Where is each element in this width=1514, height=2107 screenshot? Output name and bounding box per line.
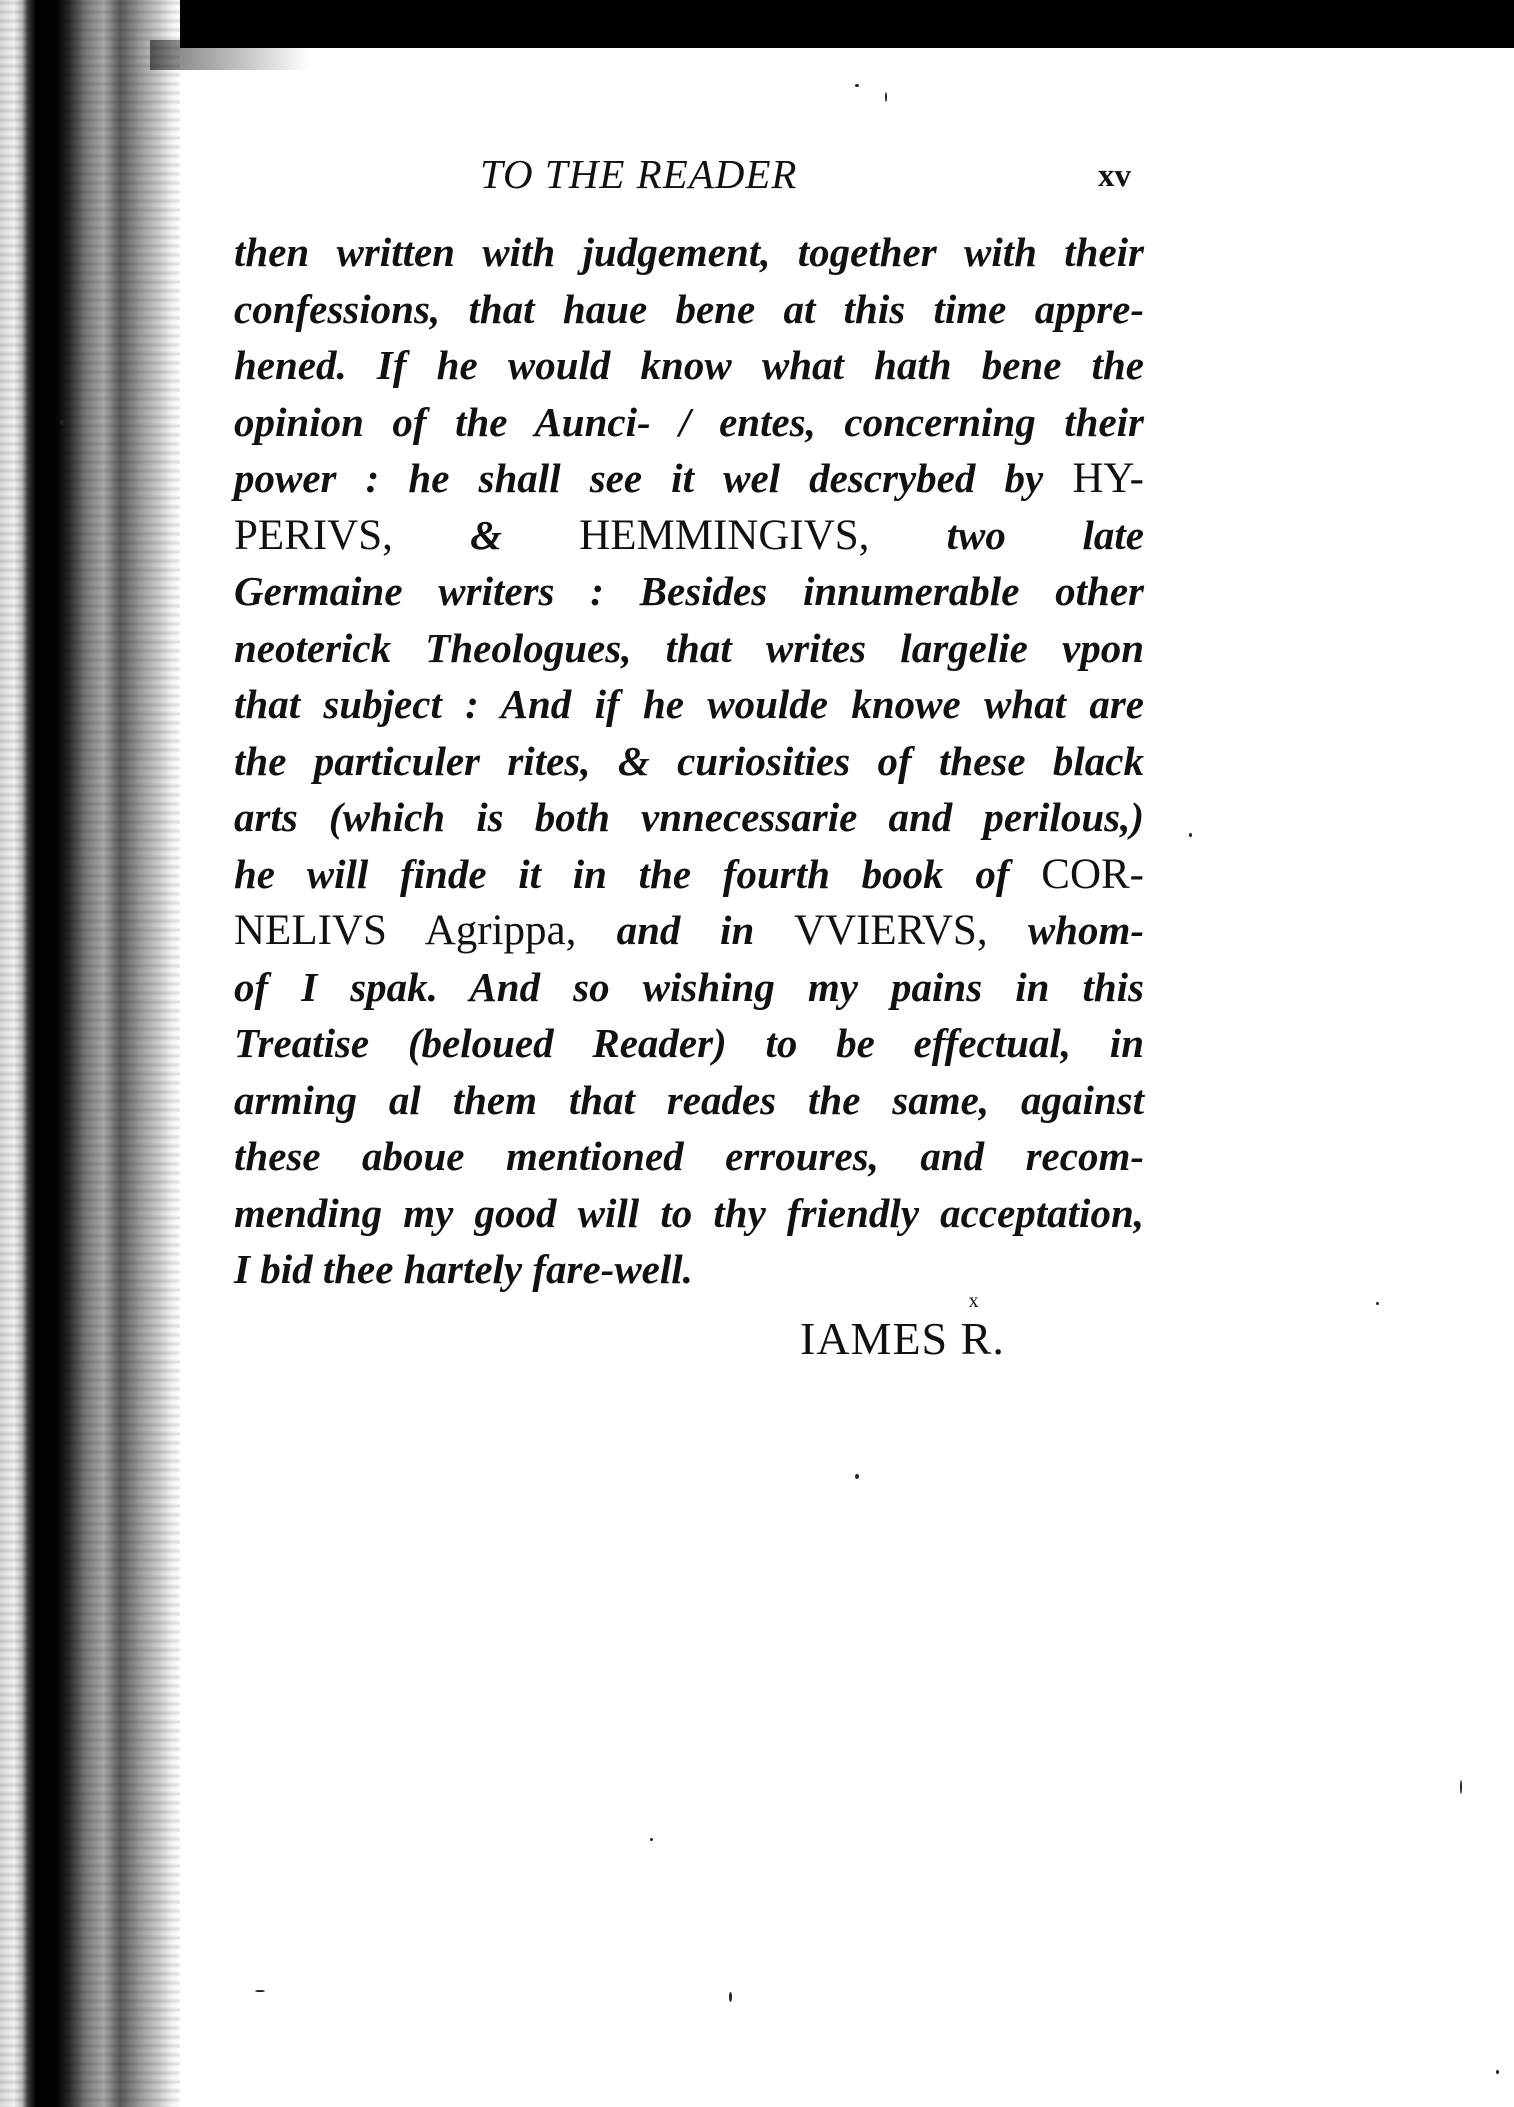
text-line (234, 224, 1144, 281)
signature-superscript: x (968, 1290, 980, 1312)
text-line (234, 1015, 1144, 1072)
text-line (234, 394, 1144, 451)
signature-name: IAMES (800, 1313, 961, 1364)
scan-speck (1496, 2070, 1499, 2074)
page-number: xv (1098, 158, 1131, 194)
text-segment: HY- (1072, 455, 1144, 502)
scan-speck (60, 420, 64, 425)
text-segment: HEMMINGIVS, (501, 511, 947, 559)
scan-speck (1376, 1302, 1379, 1305)
text-segment: arming al them that reades the same, against (234, 1076, 1144, 1123)
text-segment: opinion of the Aunci- / entes, concerning their (234, 398, 1144, 445)
text-line (234, 676, 1144, 733)
scan-speck (255, 1990, 265, 1992)
text-segment: NELIVS Agrippa, (234, 907, 617, 954)
scan-speck (855, 1474, 859, 1479)
text-segment: he will finde it in the fourth book of (234, 850, 1042, 897)
text-segment: arts (which is both vnnecessarie and perilous,) (234, 794, 1144, 840)
text-segment: whom- (1027, 907, 1145, 953)
text-segment: & (470, 511, 502, 558)
text-segment: confessions, that haue bene at this time appre- (234, 285, 1144, 332)
text-segment: I bid thee hartely fare-well. (234, 1246, 693, 1292)
text-line (234, 1128, 1144, 1185)
scan-speck (855, 84, 859, 87)
running-head: TO THE READER (480, 151, 798, 197)
text-line (234, 733, 1144, 790)
text-line (234, 902, 1144, 959)
text-segment: hened. If he would know what hath bene the (234, 342, 1144, 388)
text-segment: mending my good will to thy friendly acceptation, (234, 1189, 1144, 1236)
text-segment: these aboue mentioned erroures, and recom- (234, 1133, 1144, 1179)
text-line (234, 1241, 1144, 1298)
body-text (234, 224, 1144, 1298)
scan-gutter-texture (0, 0, 180, 2107)
text-segment: Treatise (beloued Reader) to be effectual, in (234, 1020, 1144, 1066)
text-line (234, 846, 1144, 903)
text-segment: then written with judgement, together with their (234, 229, 1144, 275)
text-segment: and in (616, 907, 794, 953)
text-line (234, 789, 1144, 846)
signature-initial: R (960, 1313, 993, 1364)
scan-speck (1460, 1780, 1462, 1794)
text-segment: neoterick Theologues, that writes largelie vpon (234, 624, 1144, 671)
text-segment: the particuler rites, & curiosities of these black (234, 737, 1144, 784)
page-corner-shadow (150, 40, 310, 70)
text-segment: PERIVS, (234, 511, 471, 559)
text-line (234, 281, 1144, 338)
text-segment: Germaine writers : Besides innumerable other (234, 568, 1144, 614)
text-segment: power : he shall see it wel descrybed by (234, 455, 1073, 501)
scan-speck (1189, 833, 1192, 837)
text-line (234, 337, 1144, 394)
text-segment: VVIERVS, (793, 907, 1028, 954)
text-segment: two late (946, 511, 1144, 558)
text-line (234, 450, 1144, 507)
text-segment: that subject : And if he woulde knowe what are (234, 681, 1144, 727)
text-line (234, 507, 1144, 564)
text-segment: of I spak. And so wishing my pains in this (234, 963, 1144, 1010)
text-line (234, 563, 1144, 620)
text-segment: COR- (1041, 850, 1144, 898)
scan-speck (650, 1838, 653, 1841)
scan-speck (729, 1992, 732, 2002)
signature-initial-wrap (960, 1290, 993, 1365)
text-line (234, 959, 1144, 1016)
signature (800, 1290, 1005, 1365)
signature-period: . (992, 1313, 1005, 1364)
text-line (234, 1185, 1144, 1242)
text-line (234, 620, 1144, 677)
text-line (234, 1072, 1144, 1129)
scan-speck (885, 92, 887, 102)
